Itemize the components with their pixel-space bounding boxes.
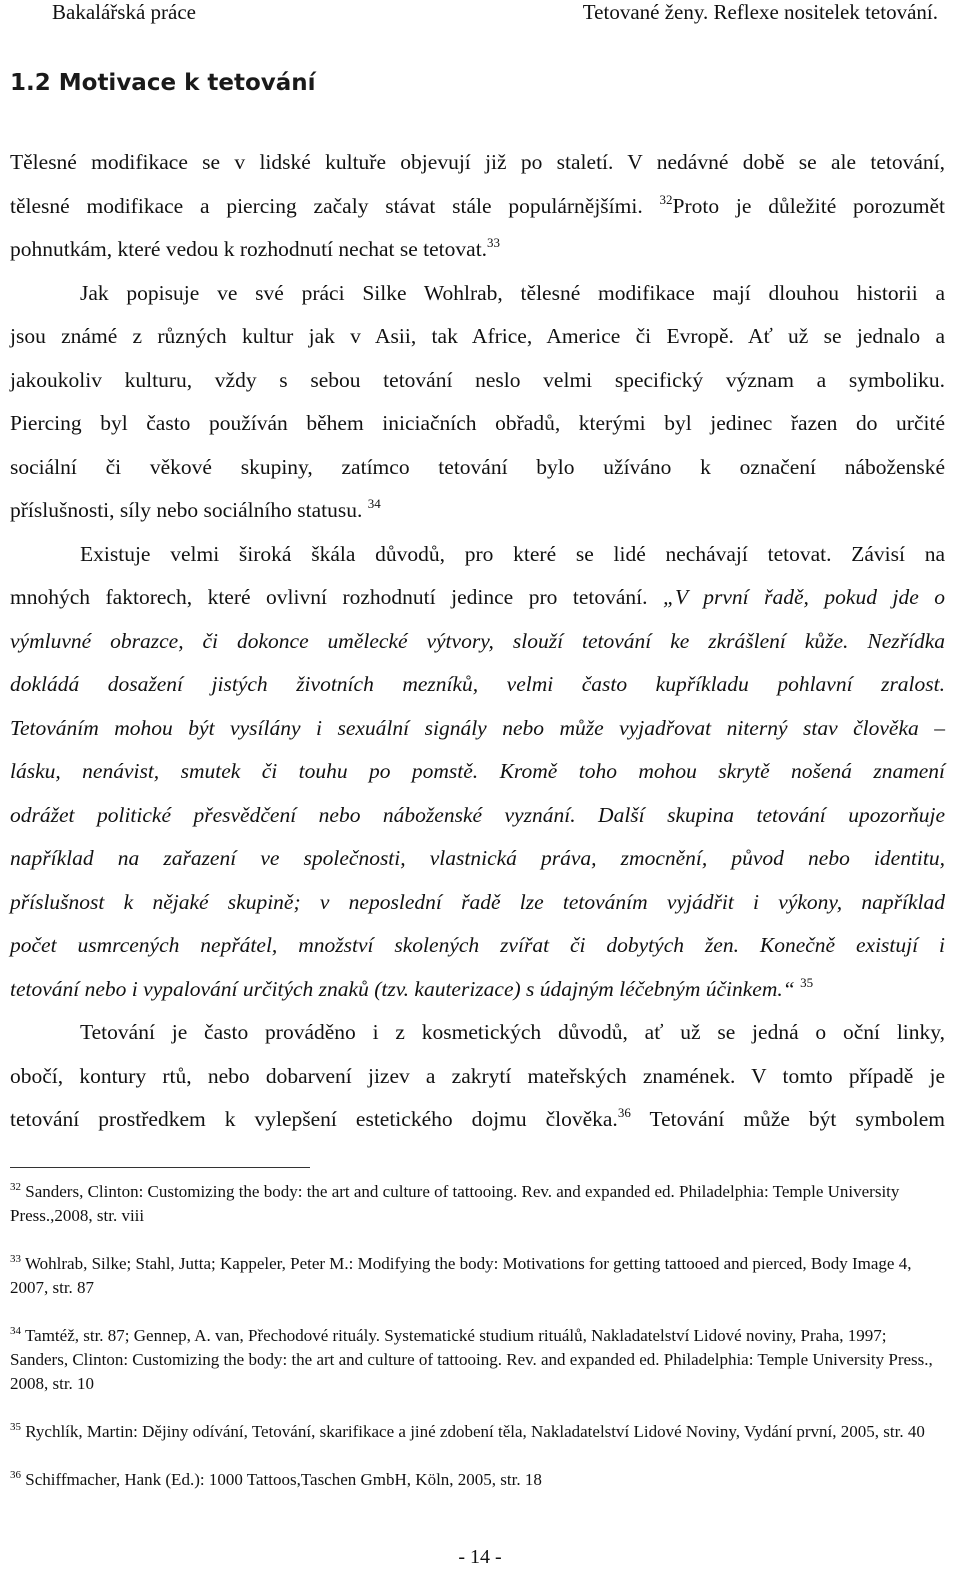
footnote-34 [10, 1324, 940, 1396]
paragraph-2-line: sociální či věkové skupiny, zatímco tetování bylo užíváno k označení náboženské [10, 454, 945, 479]
footnote-number: 35 [10, 1421, 21, 1433]
text-run: tělesné modifikace a piercing začaly stávat stále populárnějšími. [10, 193, 643, 218]
paragraph-3-line [10, 968, 945, 1012]
header-thesis-title: Tetované ženy. Reflexe nositelek tetování. [582, 0, 938, 24]
footnote-separator [10, 1167, 310, 1168]
footnote-text: Wohlrab, Silke; Stahl, Jutta; Kappeler, Peter M.: Modifying the body: Motivations for getting tattooed and pierced, Body Image 4, 2007, str. 87 [10, 1254, 912, 1297]
footnote-text: Sanders, Clinton: Customizing the body: the art and culture of tattooing. Rev. and expanded ed. Philadelphia: Temple University Press.,2008, str. viii [10, 1182, 900, 1225]
footnote-32 [10, 1180, 940, 1228]
paragraph-3-line: lásku, nenávist, smutek či touhu po pomstě. Kromě toho mohou skrytě nošená znamení [10, 759, 945, 783]
paragraph-3-line: Existuje velmi široká škála důvodů, pro které se lidé nechávají tetovat. Závisí na [80, 541, 945, 566]
paragraph-3-line [10, 576, 945, 620]
paragraph-2-line: jsou známé z různých kultur jak v Asii, tak Africe, Americe či Evropě. Ať už se jednalo a [10, 324, 945, 348]
text-run: pohnutkám, které vedou k rozhodnutí nechat se tetovat. [10, 237, 488, 261]
footnote-36 [10, 1468, 940, 1492]
page-number: - 14 - [458, 1546, 502, 1568]
footnote-number: 34 [10, 1325, 21, 1337]
footnote-ref-36: 36 [617, 1105, 631, 1120]
text-run: tetování nebo i vypalování určitých znaků (tzv. kauterizace) s údajným léčebným účinkem.“ [10, 976, 795, 1001]
paragraph-2-line: Jak popisuje ve své práci Silke Wohlrab, tělesné modifikace mají dlouhou historii a [80, 280, 945, 305]
page-header [0, 0, 960, 40]
paragraph-3-line: například na zařazení ve společnosti, vlastnická práva, zmocnění, původ nebo identitu, [10, 846, 945, 870]
footnote-35 [10, 1420, 940, 1444]
text-run: Tetování může být symbolem [649, 1107, 945, 1131]
paragraph-4-line [10, 1098, 945, 1142]
paragraph-2-line: Piercing byl často používán během iniciačních obřadů, kterými byl jedinec řazen do určité [10, 411, 945, 435]
footnotes [10, 1180, 940, 1516]
footnote-text: Tamtéž, str. 87; Gennep, A. van, Přechodové rituály. Systematické studium rituálů, Nakladatelství Lidové noviny, Praha, 1997; Sanders, Clinton: Customizing the body: the art and culture of tattooing. Rev. and expanded ed. Philadelphia: Temple University Press., 2008, str. 10 [10, 1326, 933, 1393]
paragraph-2-line [10, 489, 945, 533]
footnote-number: 33 [10, 1253, 21, 1265]
paragraph-3-line: příslušnost k nějaké skupině; v neposlední řadě lze tetováním vyjádřit i výkony, například [10, 889, 945, 914]
footnote-text: Schiffmacher, Hank (Ed.): 1000 Tattoos,Taschen GmbH, Köln, 2005, str. 18 [25, 1470, 542, 1489]
footnote-ref-33: 33 [487, 235, 501, 250]
footnote-ref-34: 34 [367, 496, 381, 511]
paragraph-1-line [10, 185, 945, 229]
paragraph-4-line: obočí, kontury rtů, nebo dobarvení jizev a zakrytí mateřských znamének. V tomto případě je [10, 1063, 945, 1088]
footnote-text: Rychlík, Martin: Dějiny odívání, Tetování, skarifikace a jiné zdobení těla, Nakladatelství Lidové Noviny, Vydání první, 2005, str. 40 [25, 1422, 925, 1441]
footnote-ref-32: 32 [659, 191, 673, 207]
paragraph-3-line: odrážet politické přesvědčení nebo náboženské vyznání. Další skupina tetování upozorňuje [10, 802, 945, 827]
section-heading: 1.2 Motivace k tetování [10, 70, 316, 96]
paragraph-4-line: Tetování je často prováděno i z kosmetických důvodů, ať už se jedná o oční linky, [80, 1020, 945, 1044]
footnote-number: 32 [10, 1181, 21, 1193]
paragraph-2-line: jakoukoliv kulturu, vždy s sebou tetování neslo velmi specifický význam a symboliku. [10, 367, 945, 392]
paragraph-1-line [10, 228, 945, 272]
paragraph-3-line: výmluvné obrazce, či dokonce umělecké výtvory, slouží tetování ke zkrášlení kůže. Nezřídka [10, 628, 945, 653]
text-run: Proto je důležité porozumět [672, 193, 946, 218]
footnote-number: 36 [10, 1469, 21, 1481]
footnote-ref-35: 35 [800, 974, 814, 990]
text-run: příslušnosti, síly nebo sociálního statusu. [10, 498, 363, 522]
quote-run: „V první řadě, pokud jde o [663, 585, 945, 609]
paragraph-3-line: Tetováním mohou být vysílány i sexuální signály nebo může vyjadřovat niterný stav člověka – [10, 715, 945, 740]
footnote-33 [10, 1252, 940, 1300]
text-run: mnohých faktorech, které ovlivní rozhodnutí jedince pro tetování. [10, 585, 648, 609]
paragraph-3-line: počet usmrcených nepřátel, množství skolených zvířat či dobytých žen. Konečně existují i [10, 933, 945, 957]
body-text [10, 141, 945, 1142]
text-run: tetování prostředkem k vylepšení estetického dojmu člověka. [10, 1107, 618, 1131]
paragraph-3-line: dokládá dosažení jistých životních mezníků, velmi často kupříkladu pohlavní zralost. [10, 672, 945, 696]
header-thesis-type: Bakalářská práce [52, 0, 196, 24]
paragraph-1-line: Tělesné modifikace se v lidské kultuře objevují již po staletí. V nedávné době se ale tetování, [10, 150, 945, 174]
